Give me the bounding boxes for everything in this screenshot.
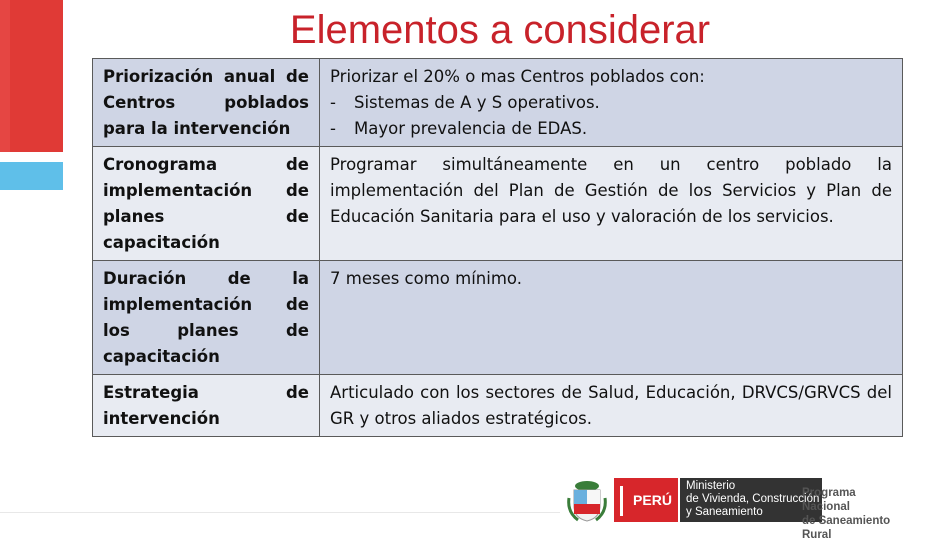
row-description: Programar simultáneamente en un centro poblado la implementación del Plan de Gestión de los Servicios y Plan de Educación Sanitaria para el uso y valoración de los servicios. [320,147,903,261]
row-label: Duración de la implementación de los planes de capacitación [93,261,320,375]
row-intro: Priorizar el 20% o mas Centros poblados con: [330,67,705,86]
criteria-table [92,58,903,437]
program-name [802,486,906,542]
coat-of-arms-icon [566,478,608,522]
table-row [93,147,903,261]
table-row [93,261,903,375]
red-accent-bar [0,0,63,152]
bullet-marker: - [330,93,336,112]
red-accent-bar-edge [0,0,10,152]
program-line: de Saneamiento Rural [802,515,891,541]
country-label: PERÚ [633,492,672,508]
row-description: 7 meses como mínimo. [320,261,903,375]
list-item [330,116,892,142]
ministry-line: y Saneamiento [686,506,763,518]
row-label: Cronograma de implementación de planes de capacitación [93,147,320,261]
ministry-line: Ministerio [686,480,736,492]
row-description [320,59,903,147]
program-line: Programa Nacional [802,487,856,513]
row-description: Articulado con los sectores de Salud, Educación, DRVCS/GRVCS del GR y otros aliados estratégicos. [320,375,903,437]
bullet-text: Mayor prevalencia de EDAS. [354,119,588,138]
flag-icon [620,486,629,516]
row-label: Estrategia de intervención [93,375,320,437]
blue-accent-bar [0,162,63,190]
row-label: Priorización anual de Centros poblados para la intervención [93,59,320,147]
ministry-badge [680,478,822,522]
footer-divider [0,512,560,513]
table-row [93,375,903,437]
ministry-line: de Vivienda, Construcción [686,493,820,505]
bullet-text: Sistemas de A y S operativos. [354,93,600,112]
government-logo [566,476,906,541]
list-item [330,90,892,116]
page-title: Elementos a considerar [289,8,711,52]
bullet-marker: - [330,119,336,138]
table-row [93,59,903,147]
peru-badge [614,478,678,522]
